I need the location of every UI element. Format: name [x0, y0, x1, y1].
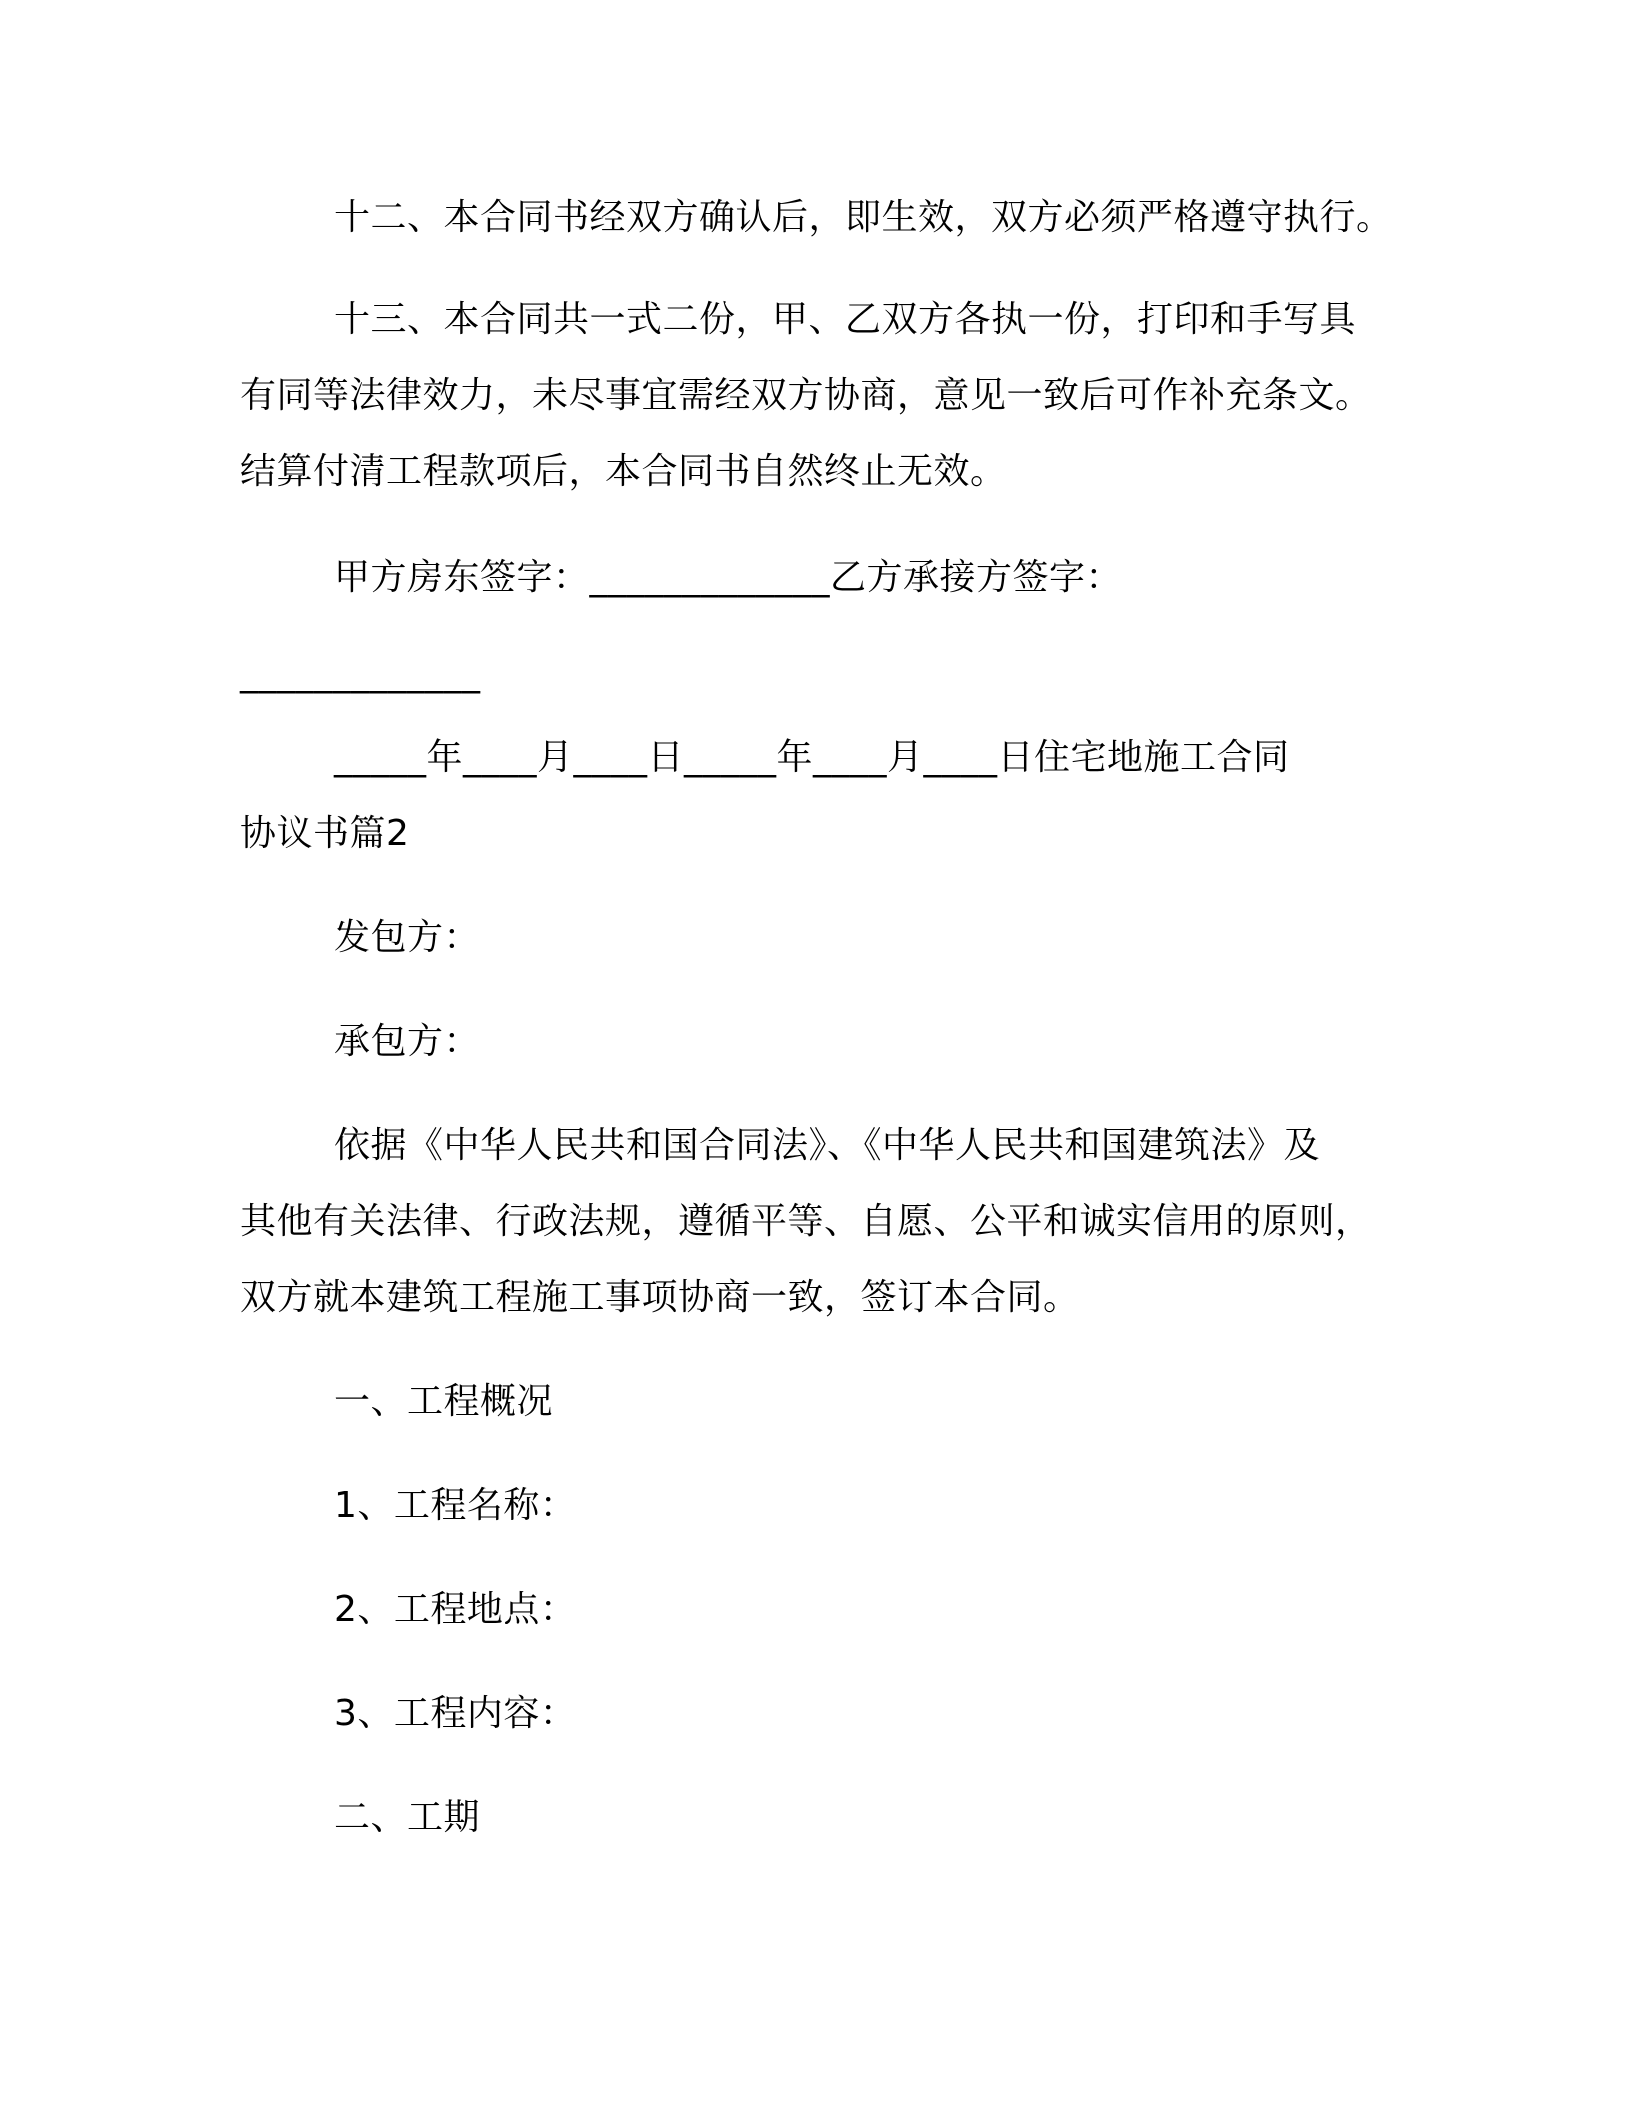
section-heading-1: 一、工程概况 — [334, 1381, 554, 1422]
item-1: 1、工程名称： — [334, 1485, 577, 1526]
preamble-line-3: 双方就本建筑工程施工事项协商一致，签订本合同。 — [240, 1277, 1080, 1318]
clause-13-line-1: 十三、本合同共一式二份，甲、乙双方各执一份，打印和手写具 — [334, 299, 1357, 340]
item-3: 3、工程内容： — [334, 1693, 577, 1734]
issuer-label: 发包方： — [334, 917, 481, 958]
preamble-line-1: 依据《中华人民共和国合同法》、《中华人民共和国建筑法》及 — [334, 1125, 1321, 1166]
document-title-continuation: 协议书篇2 — [240, 813, 410, 854]
preamble-line-2: 其他有关法律、行政法规，遵循平等、自愿、公平和诚实信用的原则， — [240, 1201, 1372, 1242]
contractor-label: 承包方： — [334, 1021, 481, 1062]
signature-line: 甲方房东签字：_____________乙方承接方签字： — [334, 557, 1123, 598]
clause-13-line-3: 结算付清工程款项后，本合同书自然终止无效。 — [240, 451, 1007, 492]
date-line: _____年____月____日_____年____月____日住宅地施工合同 — [334, 737, 1290, 778]
signature-blank: _____________ — [240, 653, 481, 694]
section-heading-2: 二、工期 — [334, 1797, 481, 1838]
clause-12: 十二、本合同书经双方确认后，即生效，双方必须严格遵守执行。 — [334, 197, 1393, 238]
clause-13-line-2: 有同等法律效力，未尽事宜需经双方协商，意见一致后可作补充条文。 — [240, 375, 1372, 416]
item-2: 2、工程地点： — [334, 1589, 577, 1630]
